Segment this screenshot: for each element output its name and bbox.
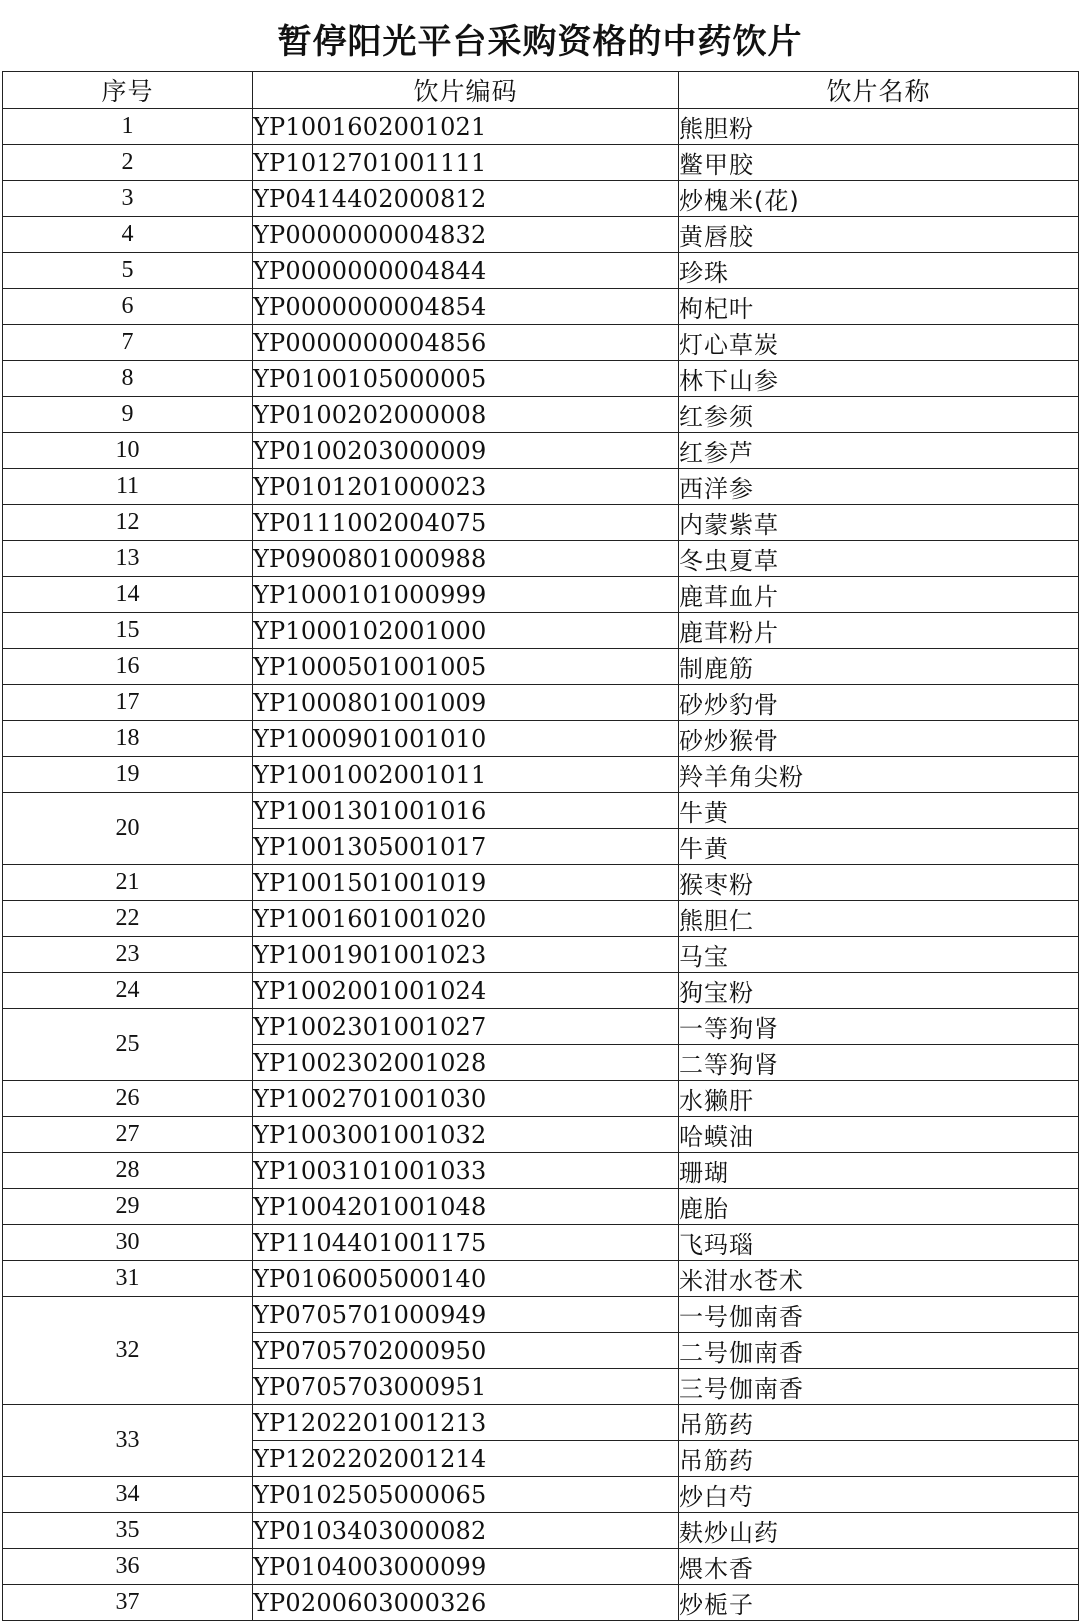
- row-number-cell: 3: [3, 181, 253, 217]
- herb-name-cell: 二等狗肾: [679, 1045, 1079, 1081]
- row-number-cell: 17: [3, 685, 253, 721]
- row-number-cell: 9: [3, 397, 253, 433]
- row-number-cell: 4: [3, 217, 253, 253]
- column-header-code: 饮片编码: [253, 72, 679, 109]
- table-row: [3, 1477, 1079, 1513]
- table-row: [3, 721, 1079, 757]
- herb-code-cell: YP0705703000951: [253, 1369, 679, 1405]
- row-number-cell: 24: [3, 973, 253, 1009]
- row-number-cell: 37: [3, 1585, 253, 1621]
- herb-name-cell: 冬虫夏草: [679, 541, 1079, 577]
- herb-code-cell: YP1001601001020: [253, 901, 679, 937]
- row-number-cell: 13: [3, 541, 253, 577]
- table-body: [3, 109, 1079, 1621]
- herb-name-cell: 一等狗肾: [679, 1009, 1079, 1045]
- herb-name-cell: 鹿胎: [679, 1189, 1079, 1225]
- herb-code-cell: YP0102505000065: [253, 1477, 679, 1513]
- row-number-cell: 19: [3, 757, 253, 793]
- herb-code-cell: YP1000501001005: [253, 649, 679, 685]
- herb-code-cell: YP0100203000009: [253, 433, 679, 469]
- herb-name-cell: 黄唇胶: [679, 217, 1079, 253]
- herb-code-cell: YP0111002004075: [253, 505, 679, 541]
- table-row: [3, 1513, 1079, 1549]
- table-row: [3, 1549, 1079, 1585]
- herb-name-cell: 哈蟆油: [679, 1117, 1079, 1153]
- herb-code-cell: YP1001901001023: [253, 937, 679, 973]
- table-row: [3, 1261, 1079, 1297]
- herb-name-cell: 鹿茸血片: [679, 577, 1079, 613]
- herb-code-cell: YP1002302001028: [253, 1045, 679, 1081]
- herb-name-cell: 狗宝粉: [679, 973, 1079, 1009]
- table-row: [3, 1153, 1079, 1189]
- herb-code-cell: YP1001301001016: [253, 793, 679, 829]
- row-number-cell: 14: [3, 577, 253, 613]
- table-row: [3, 505, 1079, 541]
- table-row: [3, 1405, 1079, 1441]
- herb-code-cell: YP1001602001021: [253, 109, 679, 145]
- table-row: [3, 1189, 1079, 1225]
- herb-code-cell: YP0100202000008: [253, 397, 679, 433]
- row-number-cell: 22: [3, 901, 253, 937]
- row-number-cell: 26: [3, 1081, 253, 1117]
- table-row: [3, 577, 1079, 613]
- table-row: [3, 901, 1079, 937]
- herb-code-cell: YP0100105000005: [253, 361, 679, 397]
- herb-code-cell: YP0000000004856: [253, 325, 679, 361]
- row-number-cell: 30: [3, 1225, 253, 1261]
- row-number-cell: 32: [3, 1297, 253, 1405]
- row-number-cell: 7: [3, 325, 253, 361]
- herb-code-cell: YP0103403000082: [253, 1513, 679, 1549]
- table-row: [3, 1585, 1079, 1621]
- table-row: [3, 325, 1079, 361]
- row-number-cell: 10: [3, 433, 253, 469]
- herb-code-cell: YP0900801000988: [253, 541, 679, 577]
- herb-name-cell: 珍珠: [679, 253, 1079, 289]
- herb-code-cell: YP1001305001017: [253, 829, 679, 865]
- row-number-cell: 31: [3, 1261, 253, 1297]
- herb-name-cell: 米泔水苍术: [679, 1261, 1079, 1297]
- herb-name-cell: 灯心草炭: [679, 325, 1079, 361]
- herb-code-cell: YP0705701000949: [253, 1297, 679, 1333]
- column-header-name: 饮片名称: [679, 72, 1079, 109]
- table-row: [3, 937, 1079, 973]
- herb-name-cell: 吊筋药: [679, 1405, 1079, 1441]
- herb-name-cell: 红参须: [679, 397, 1079, 433]
- table-row: [3, 217, 1079, 253]
- table-row: [3, 433, 1079, 469]
- row-number-cell: 11: [3, 469, 253, 505]
- herb-code-cell: YP0101201000023: [253, 469, 679, 505]
- row-number-cell: 8: [3, 361, 253, 397]
- table-row: [3, 973, 1079, 1009]
- table-row: [3, 685, 1079, 721]
- herb-code-cell: YP0104003000099: [253, 1549, 679, 1585]
- herb-name-cell: 三号伽南香: [679, 1369, 1079, 1405]
- table-row: [3, 541, 1079, 577]
- herb-code-cell: YP1012701001111: [253, 145, 679, 181]
- herb-name-cell: 熊胆仁: [679, 901, 1079, 937]
- herb-code-cell: YP0200603000326: [253, 1585, 679, 1621]
- herb-code-cell: YP1001002001011: [253, 757, 679, 793]
- table-row: [3, 793, 1079, 829]
- row-number-cell: 16: [3, 649, 253, 685]
- herb-code-cell: YP1003001001032: [253, 1117, 679, 1153]
- row-number-cell: 12: [3, 505, 253, 541]
- herb-code-cell: YP1000801001009: [253, 685, 679, 721]
- herb-name-cell: 炒白芍: [679, 1477, 1079, 1513]
- table-row: [3, 1081, 1079, 1117]
- table-row: [3, 1297, 1079, 1333]
- herb-code-cell: YP1000901001010: [253, 721, 679, 757]
- herb-name-cell: 鹿茸粉片: [679, 613, 1079, 649]
- herb-name-cell: 内蒙紫草: [679, 505, 1079, 541]
- row-number-cell: 1: [3, 109, 253, 145]
- herb-code-cell: YP1000102001000: [253, 613, 679, 649]
- herb-name-cell: 牛黄: [679, 829, 1079, 865]
- row-number-cell: 21: [3, 865, 253, 901]
- herb-code-cell: YP1000101000999: [253, 577, 679, 613]
- table-row: [3, 1117, 1079, 1153]
- row-number-cell: 2: [3, 145, 253, 181]
- herb-code-cell: YP0000000004854: [253, 289, 679, 325]
- table-row: [3, 1009, 1079, 1045]
- document-title: 暂停阳光平台采购资格的中药饮片: [277, 22, 803, 62]
- herb-name-cell: 珊瑚: [679, 1153, 1079, 1189]
- herb-name-cell: 水獭肝: [679, 1081, 1079, 1117]
- herb-name-cell: 羚羊角尖粉: [679, 757, 1079, 793]
- herb-code-cell: YP1202202001214: [253, 1441, 679, 1477]
- table-row: [3, 361, 1079, 397]
- row-number-cell: 20: [3, 793, 253, 865]
- herb-code-cell: YP0000000004844: [253, 253, 679, 289]
- herb-code-cell: YP1001501001019: [253, 865, 679, 901]
- row-number-cell: 33: [3, 1405, 253, 1477]
- herb-code-cell: YP0414402000812: [253, 181, 679, 217]
- herb-name-cell: 猴枣粉: [679, 865, 1079, 901]
- row-number-cell: 15: [3, 613, 253, 649]
- herb-table: [2, 71, 1079, 1621]
- row-number-cell: 36: [3, 1549, 253, 1585]
- herb-name-cell: 砂炒豹骨: [679, 685, 1079, 721]
- table-row: [3, 649, 1079, 685]
- herb-name-cell: 炒栀子: [679, 1585, 1079, 1621]
- herb-name-cell: 西洋参: [679, 469, 1079, 505]
- herb-name-cell: 飞玛瑙: [679, 1225, 1079, 1261]
- herb-name-cell: 红参芦: [679, 433, 1079, 469]
- row-number-cell: 18: [3, 721, 253, 757]
- row-number-cell: 6: [3, 289, 253, 325]
- table-row: [3, 181, 1079, 217]
- table-row: [3, 469, 1079, 505]
- table-row: [3, 1225, 1079, 1261]
- herb-name-cell: 制鹿筋: [679, 649, 1079, 685]
- table-row: [3, 397, 1079, 433]
- herb-name-cell: 鳖甲胶: [679, 145, 1079, 181]
- herb-code-cell: YP0106005000140: [253, 1261, 679, 1297]
- herb-name-cell: 一号伽南香: [679, 1297, 1079, 1333]
- table-row: [3, 253, 1079, 289]
- herb-name-cell: 枸杞叶: [679, 289, 1079, 325]
- row-number-cell: 25: [3, 1009, 253, 1081]
- row-number-cell: 29: [3, 1189, 253, 1225]
- table-row: [3, 145, 1079, 181]
- table-row: [3, 109, 1079, 145]
- row-number-cell: 35: [3, 1513, 253, 1549]
- herb-name-cell: 砂炒猴骨: [679, 721, 1079, 757]
- table-row: [3, 757, 1079, 793]
- herb-name-cell: 牛黄: [679, 793, 1079, 829]
- row-number-cell: 34: [3, 1477, 253, 1513]
- herb-code-cell: YP1002001001024: [253, 973, 679, 1009]
- herb-code-cell: YP1202201001213: [253, 1405, 679, 1441]
- row-number-cell: 5: [3, 253, 253, 289]
- herb-name-cell: 吊筋药: [679, 1441, 1079, 1477]
- herb-code-cell: YP0000000004832: [253, 217, 679, 253]
- herb-name-cell: 林下山参: [679, 361, 1079, 397]
- herb-code-cell: YP1003101001033: [253, 1153, 679, 1189]
- herb-code-cell: YP1004201001048: [253, 1189, 679, 1225]
- herb-code-cell: YP1002301001027: [253, 1009, 679, 1045]
- herb-name-cell: 马宝: [679, 937, 1079, 973]
- row-number-cell: 27: [3, 1117, 253, 1153]
- table-row: [3, 289, 1079, 325]
- herb-name-cell: 二号伽南香: [679, 1333, 1079, 1369]
- column-header-number: 序号: [3, 72, 253, 109]
- herb-code-cell: YP1002701001030: [253, 1081, 679, 1117]
- table-row: [3, 613, 1079, 649]
- herb-name-cell: 炒槐米(花): [679, 181, 1079, 217]
- herb-name-cell: 麸炒山药: [679, 1513, 1079, 1549]
- herb-name-cell: 煨木香: [679, 1549, 1079, 1585]
- row-number-cell: 28: [3, 1153, 253, 1189]
- herb-code-cell: YP0705702000950: [253, 1333, 679, 1369]
- table-header-row: [3, 72, 1079, 109]
- herb-code-cell: YP1104401001175: [253, 1225, 679, 1261]
- table-row: [3, 865, 1079, 901]
- row-number-cell: 23: [3, 937, 253, 973]
- herb-name-cell: 熊胆粉: [679, 109, 1079, 145]
